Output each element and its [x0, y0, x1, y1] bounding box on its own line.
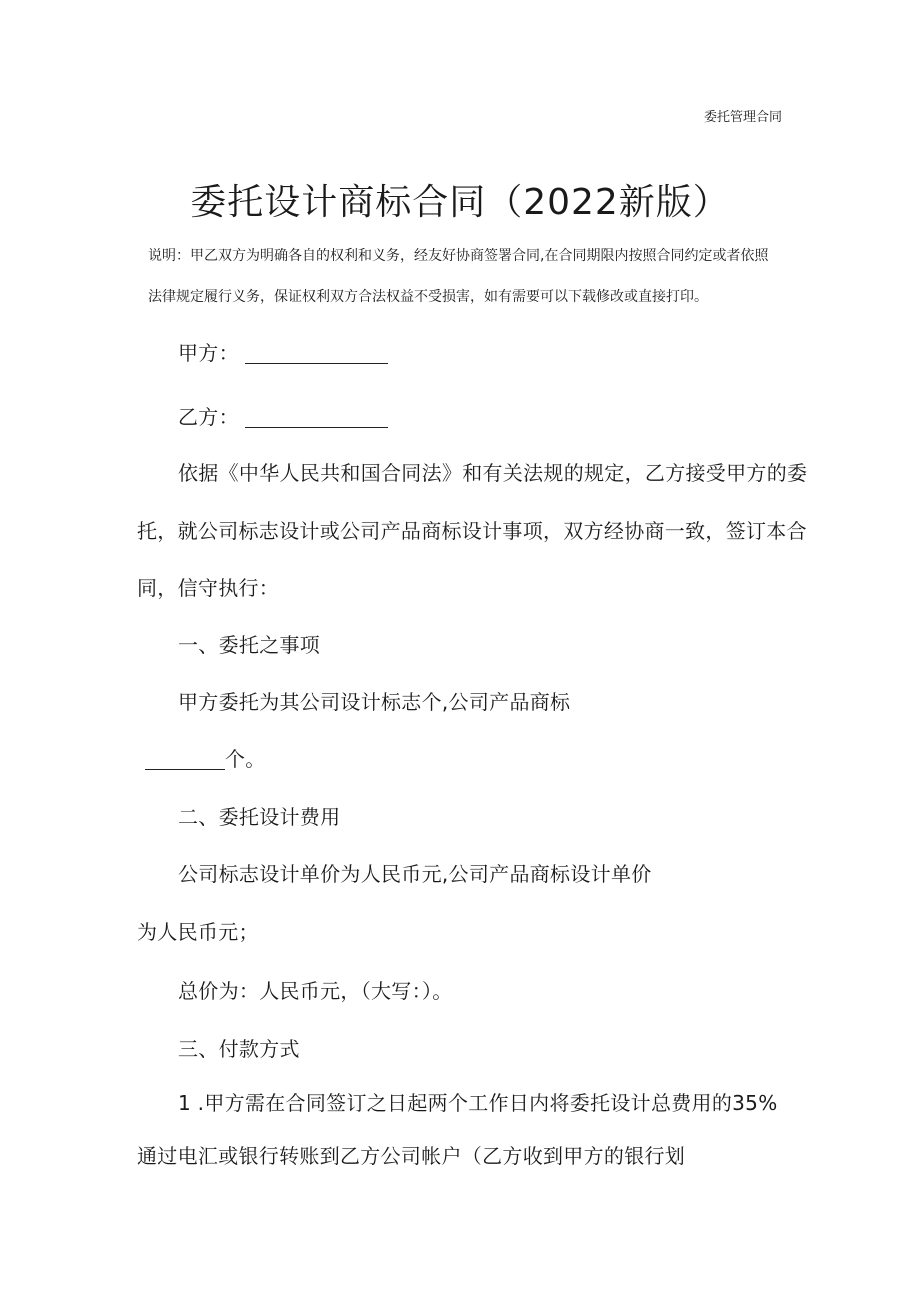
section-2-line-2: 为人民币元；: [137, 920, 259, 944]
preamble-line-1: 依据《中华人民共和国合同法》和有关法规的规定，乙方接受甲方的委: [178, 461, 808, 485]
party-a-blank: [245, 341, 388, 364]
section-1-line-2-suffix: 个。: [225, 747, 266, 771]
section-3-heading: 三、付款方式: [178, 1037, 300, 1061]
description-line-2: 法律规定履行义务，保证权利双方合法权益不受损害，如有需要可以下载修改或直接打印。: [148, 289, 708, 305]
section-3-item-1-line-2: 通过电汇或银行转账到乙方公司帐户（乙方收到甲方的银行划: [137, 1144, 686, 1168]
section-1-line-2: [145, 743, 266, 772]
section-1-line-1: 甲方委托为其公司设计标志个,公司产品商标: [178, 690, 571, 714]
party-a-label: 甲方：: [178, 341, 239, 365]
section-2-line-3: 总价为：人民币元，（大写：）。: [178, 979, 453, 1003]
description-line-1: 说明：甲乙双方为明确各自的权利和义务，经友好协商签署合同,在合同期限内按照合同约定或者依照: [148, 248, 769, 264]
document-category-header: 委托管理合同: [704, 110, 783, 125]
section-1-heading: 一、委托之事项: [178, 633, 321, 657]
logo-count-blank: [145, 747, 225, 770]
party-b-row: [178, 401, 388, 430]
preamble-line-3: 同，信守执行：: [137, 576, 280, 600]
party-b-blank: [245, 405, 388, 428]
party-a-row: [178, 337, 388, 366]
section-3-item-1-line-1: 1 .甲方需在合同签订之日起两个工作日内将委托设计总费用的35%: [178, 1091, 778, 1115]
section-2-line-1: 公司标志设计单价为人民币元,公司产品商标设计单价: [178, 862, 652, 886]
page-title: 委托设计商标合同（2022新版）: [190, 182, 730, 223]
section-2-heading: 二、委托设计费用: [178, 805, 341, 829]
preamble-line-2: 托，就公司标志设计或公司产品商标设计事项，双方经协商一致，签订本合: [137, 519, 807, 543]
party-b-label: 乙方：: [178, 405, 239, 429]
